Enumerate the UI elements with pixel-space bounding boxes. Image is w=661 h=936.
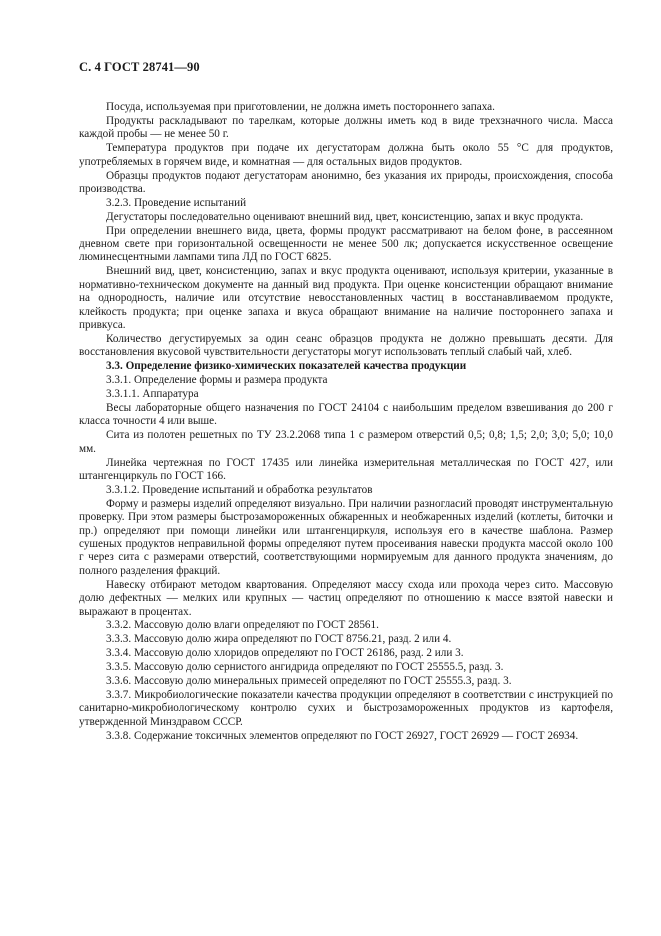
paragraph: Количество дегустируемых за один сеанс образцов продукта не должно превышать десяти. Для восстановления вкусовой чувствительности дегустаторы могут использовать теплый слабый чай, хлеб. [79, 332, 613, 359]
paragraph: При определении внешнего вида, цвета, формы продукт рассматривают на белом фоне, в рассеянном дневном свете при горизонтальной освещенности не менее 500 лк; допускается искусственное освещение люминесцентными лампами типа ЛД по ГОСТ 6825. [79, 224, 613, 264]
paragraph: Навеску отбирают методом квартования. Определяют массу схода или прохода через сито. Массовую долю дефектных — мелких или крупных — частиц определяют по отношению к массе взятой навески и выражают в процентах. [79, 578, 613, 618]
document-body [79, 101, 613, 744]
paragraph: Дегустаторы последовательно оценивают внешний вид, цвет, консистенцию, запах и вкус продукта. [106, 210, 584, 223]
paragraph: Температура продуктов при подаче их дегустаторам должна быть около 55 °С для продуктов, употребляемых в горячем виде, и комнатная — для остальных видов продуктов. [79, 142, 613, 168]
section-heading: 3.3. Определение физико-химических показателей качества продукции [106, 360, 467, 373]
paragraph: 3.3.6. Массовую долю минеральных примесей определяют по ГОСТ 25555.3, разд. 3. [106, 675, 512, 688]
paragraph: Весы лабораторные общего назначения по ГОСТ 24104 с наибольшим пределом взвешивания до 200 г класса точности 4 или выше. [79, 401, 613, 428]
paragraph: Образцы продуктов подают дегустаторам анонимно, без указания их природы, происхождения, способа производства. [79, 169, 613, 195]
paragraph: 3.3.5. Массовую долю сернистого ангидрида определяют по ГОСТ 25555.5, разд. 3. [106, 661, 504, 674]
paragraph: 3.3.2. Массовую долю влаги определяют по ГОСТ 28561. [106, 619, 379, 632]
paragraph: 3.3.8. Содержание токсичных элементов определяют по ГОСТ 26927, ГОСТ 26929 — ГОСТ 26934. [106, 729, 579, 742]
paragraph: 3.3.3. Массовую долю жира определяют по ГОСТ 8756.21, разд. 2 или 4. [106, 633, 452, 646]
paragraph: Внешний вид, цвет, консистенцию, запах и вкус продукта оценивают, используя критерии, указанные в нормативно-техническом документе на данный вид продукта. При оценке консистенции обращают внимание на однородность, наличие или отсутствие невосстановленных частиц в восстанавливаемом продукте, клейкость продукта; при оценке запаха и вкуса обращают внимание на наличие постороннего запаха и привкуса. [79, 265, 613, 331]
paragraph: 3.3.1.2. Проведение испытаний и обработка результатов [106, 483, 373, 496]
page-header: С. 4 ГОСТ 28741—90 [79, 60, 200, 74]
paragraph: Продукты раскладывают по тарелкам, которые должны иметь код в виде трехзначного числа. Масса каждой пробы — не менее 50 г. [79, 114, 613, 141]
paragraph: Сита из полотен решетных по ТУ 23.2.2068 типа 1 с размером отверстий 0,5; 0,8; 1,5; 2,0; 3,0; 5,0; 10,0 мм. [79, 429, 613, 455]
paragraph: Форму и размеры изделий определяют визуально. При наличии разногласий проводят инструментальную проверку. При этом размеры быстрозамороженных обжаренных и необжаренных изделий (котлеты, биточки и пр.) определяют при помощи линейки или штангенциркуля, используя его в качестве шаблона. Размер сушеных продуктов неправильной формы определяют путем просеивания навески продукта массой около 100 г через сита с размерами отверстий, соответствующими нормируемым для данного продукта значениям, до полного разделения фракций. [79, 497, 613, 577]
paragraph: 3.3.1.1. Аппаратура [106, 388, 199, 401]
paragraph: Посуда, используемая при приготовлении, не должна иметь постороннего запаха. [106, 101, 495, 113]
paragraph: 3.3.7. Микробиологические показатели качества продукции определяют в соответствии с инструкцией по санитарно-микробиологическому контролю сухих и быстрозамороженных продуктов из картофеля, утвержденной Минздравом СССР. [79, 688, 613, 728]
paragraph: 3.3.4. Массовую долю хлоридов определяют по ГОСТ 26186, разд. 2 или 3. [106, 647, 464, 660]
paragraph: Линейка чертежная по ГОСТ 17435 или линейка измерительная металлическая по ГОСТ 427, или штангенциркуль по ГОСТ 166. [79, 456, 613, 482]
paragraph: 3.2.3. Проведение испытаний [106, 196, 247, 209]
paragraph: 3.3.1. Определение формы и размера продукта [106, 374, 328, 387]
